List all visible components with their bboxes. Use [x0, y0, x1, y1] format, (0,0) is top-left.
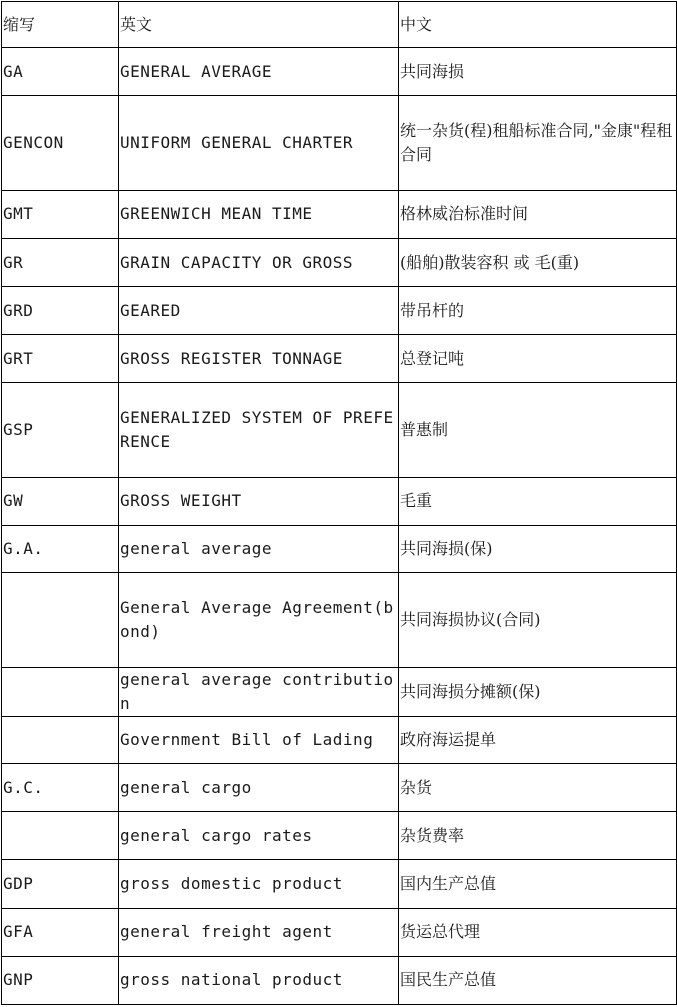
abbr-cell: GRD [2, 287, 119, 335]
chinese-cell: 杂货费率 [399, 812, 677, 860]
abbr-cell: GW [2, 477, 119, 525]
chinese-cell: 共同海损分摊额(保) [399, 667, 677, 716]
table-row [2, 908, 677, 956]
english-cell: GEARED [119, 287, 399, 335]
chinese-cell: 共同海损协议(合同) [399, 573, 677, 667]
header-zh: 中文 [399, 2, 677, 48]
table-row [2, 763, 677, 811]
abbr-cell: GMT [2, 190, 119, 238]
chinese-cell: 毛重 [399, 477, 677, 525]
abbr-cell [2, 573, 119, 667]
header-en: 英文 [119, 2, 399, 48]
english-cell: GENERALIZED SYSTEM OF PREFERENCE [119, 383, 399, 477]
table-row [2, 716, 677, 763]
chinese-cell: 共同海损 [399, 48, 677, 96]
table-row [2, 335, 677, 383]
english-cell: GRAIN CAPACITY OR GROSS [119, 238, 399, 286]
table-row [2, 667, 677, 716]
english-cell: GREENWICH MEAN TIME [119, 190, 399, 238]
table-row [2, 860, 677, 908]
table-row [2, 96, 677, 190]
table-row [2, 573, 677, 667]
abbr-cell [2, 716, 119, 763]
table-row [2, 526, 677, 573]
header-abbr: 缩写 [2, 2, 119, 48]
table-row [2, 190, 677, 238]
chinese-cell: 国内生产总值 [399, 860, 677, 908]
abbr-cell: GSP [2, 383, 119, 477]
table-row [2, 956, 677, 1004]
table-row [2, 287, 677, 335]
header-row [2, 2, 677, 48]
chinese-cell: 共同海损(保) [399, 526, 677, 573]
abbr-cell: G.A. [2, 526, 119, 573]
chinese-cell: 货运总代理 [399, 908, 677, 956]
abbr-cell: GNP [2, 956, 119, 1004]
chinese-cell: 政府海运提单 [399, 716, 677, 763]
english-cell: general cargo rates [119, 812, 399, 860]
chinese-cell: 带吊杆的 [399, 287, 677, 335]
table-row [2, 812, 677, 860]
chinese-cell: 统一杂货(程)租船标准合同,"金康"程租合同 [399, 96, 677, 190]
chinese-cell: 总登记吨 [399, 335, 677, 383]
english-cell: general cargo [119, 763, 399, 811]
chinese-cell: 国民生产总值 [399, 956, 677, 1004]
english-cell: general freight agent [119, 908, 399, 956]
english-cell: gross national product [119, 956, 399, 1004]
english-cell: Government Bill of Lading [119, 716, 399, 763]
abbr-cell: GA [2, 48, 119, 96]
english-cell: GROSS REGISTER TONNAGE [119, 335, 399, 383]
abbr-cell: GFA [2, 908, 119, 956]
abbr-cell: G.C. [2, 763, 119, 811]
table-row [2, 477, 677, 525]
abbr-cell: GR [2, 238, 119, 286]
chinese-cell: 杂货 [399, 763, 677, 811]
table-row [2, 238, 677, 286]
english-cell: UNIFORM GENERAL CHARTER [119, 96, 399, 190]
chinese-cell: 普惠制 [399, 383, 677, 477]
glossary-body [2, 2, 677, 1005]
chinese-cell: 格林威治标准时间 [399, 190, 677, 238]
table-row [2, 383, 677, 477]
english-cell: general average contribution [119, 667, 399, 716]
english-cell: gross domestic product [119, 860, 399, 908]
glossary-table [1, 1, 677, 1005]
english-cell: General Average Agreement(bond) [119, 573, 399, 667]
abbr-cell: GDP [2, 860, 119, 908]
abbr-cell [2, 667, 119, 716]
table-row [2, 48, 677, 96]
abbr-cell [2, 812, 119, 860]
english-cell: general average [119, 526, 399, 573]
english-cell: GENERAL AVERAGE [119, 48, 399, 96]
abbr-cell: GRT [2, 335, 119, 383]
chinese-cell: (船舶)散装容积 或 毛(重) [399, 238, 677, 286]
abbr-cell: GENCON [2, 96, 119, 190]
english-cell: GROSS WEIGHT [119, 477, 399, 525]
